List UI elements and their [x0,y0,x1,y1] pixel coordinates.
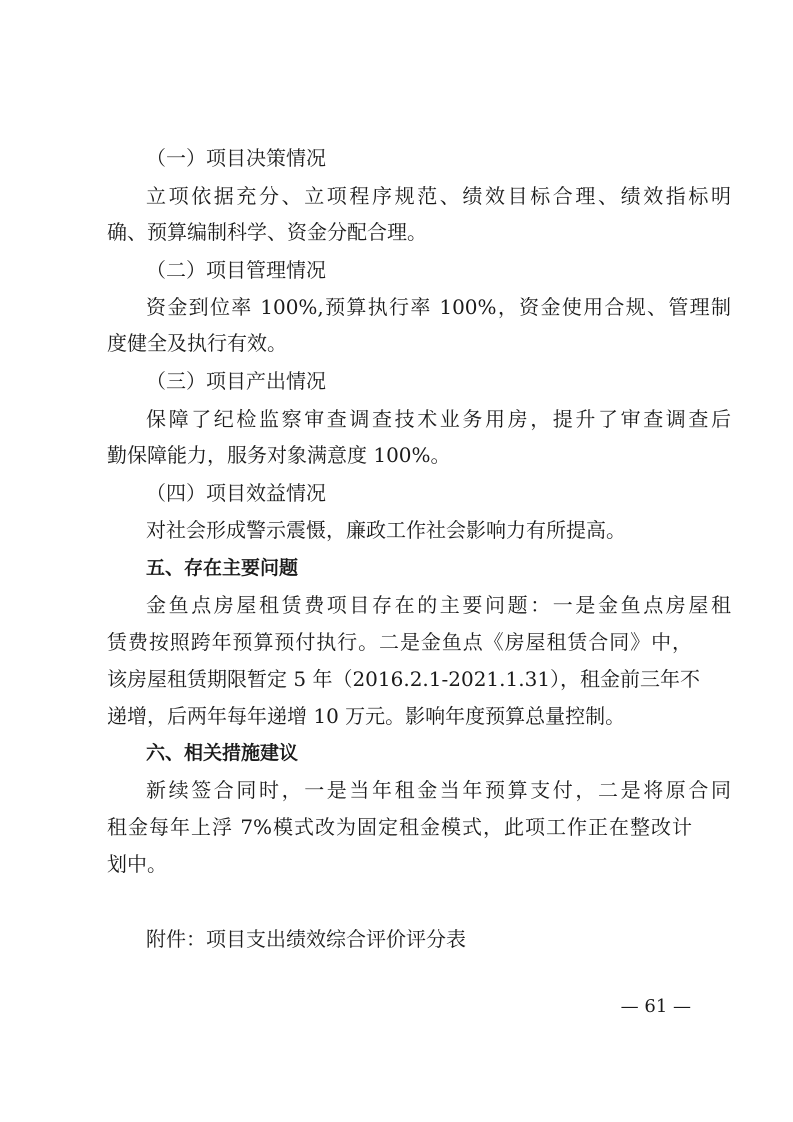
paragraph-line: 新续签合同时，一是当年租金当年预算支付，二是将原合同 [146,778,731,802]
paragraph-line: 对社会形成警示震慑，廉政工作社会影响力有所提高。 [146,518,626,542]
paragraph-line: 保障了纪检监察审查调查技术业务用房，提升了审查调查后 [146,407,731,431]
paragraph-line: 租金每年上浮 7%模式改为固定租金模式，此项工作正在整改计 [107,815,692,839]
section-heading-decision: （一）项目决策情况 [146,146,326,170]
attachment-note: 附件：项目支出绩效综合评价评分表 [146,927,466,951]
paragraph-line: 该房屋租赁期限暂定 5 年（2016.2.1-2021.1.31），租金前三年不 [107,667,701,691]
paragraph-line: 资金到位率 100%,预算执行率 100%，资金使用合规、管理制 [146,295,731,319]
paragraph-line: 勤保障能力，服务对象满意度 100%。 [107,443,451,467]
page-number: — 61 — [620,996,691,1017]
paragraph-line: 立项依据充分、立项程序规范、绩效目标合理、绩效指标明 [146,184,731,208]
paragraph-line: 度健全及执行有效。 [107,331,287,355]
section-heading-problems: 五、存在主要问题 [146,557,299,579]
paragraph-line: 递增，后两年每年递增 10 万元。影响年度预算总量控制。 [107,704,626,728]
paragraph-line: 确、预算编制科学、资金分配合理。 [107,220,427,244]
paragraph-line: 划中。 [107,852,167,876]
section-heading-management: （二）项目管理情况 [146,258,326,282]
section-heading-suggestions: 六、相关措施建议 [146,742,299,764]
section-heading-output: （三）项目产出情况 [146,369,326,393]
paragraph-line: 金鱼点房屋租赁费项目存在的主要问题：一是金鱼点房屋租 [146,593,731,617]
paragraph-line: 赁费按照跨年预算预付执行。二是金鱼点《房屋租赁合同》中， [107,630,692,654]
section-heading-benefit: （四）项目效益情况 [146,481,326,505]
